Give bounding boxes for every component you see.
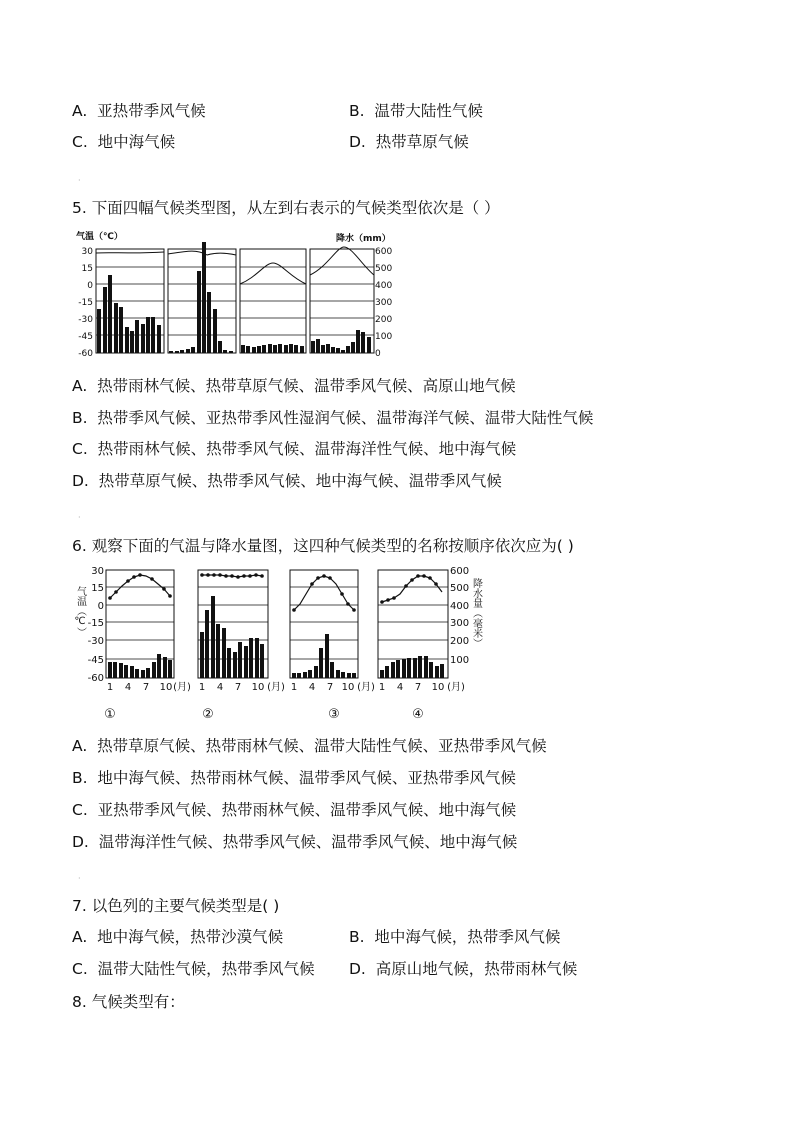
q5-option-b: B. 热带季风气候、亚热带季风性湿润气候、温带海洋气候、温带大陆性气候 — [72, 409, 594, 427]
q6-precip-tick: 100 — [450, 655, 470, 666]
q6-temp-tick: -45 — [87, 655, 104, 666]
q5-precip-tick: 100 — [375, 332, 393, 342]
q6-panel-label-1: ① — [104, 707, 116, 722]
q6-panel-4 — [378, 570, 448, 678]
q6-panel-label-4: ④ — [412, 707, 424, 722]
q6-month-tick: 1 — [198, 682, 206, 693]
q6-option-d: D. 温带海洋性气候、热带季风气候、温带季风气候、地中海气候 — [72, 833, 518, 851]
stray-dot: · — [78, 513, 81, 522]
q5-option-a: A. 热带雨林气候、热带草原气候、温带季风气候、高原山地气候 — [72, 377, 516, 395]
q5-temp-axis-label: 气温（℃） — [76, 232, 123, 242]
q5-precip-tick: 300 — [375, 298, 393, 308]
q6-temp-axis-label: 气温（℃） — [74, 586, 86, 637]
q6-option-b: B. 地中海气候、热带雨林气候、温带季风气候、亚热带季风气候 — [72, 769, 516, 787]
q7-option-a: A. 地中海气候，热带沙漠气候 — [72, 928, 284, 946]
q6-panel-label-3: ③ — [328, 707, 340, 722]
q6-option-c: C. 亚热带季风气候、热带雨林气候、温带季风气候、地中海气候 — [72, 801, 517, 819]
q7-option-b: B. 地中海气候，热带季风气候 — [349, 928, 561, 946]
q6-month-tick: 1 — [378, 682, 386, 693]
q6-panel-2 — [198, 570, 268, 678]
q4-option-c: C. 地中海气候 — [72, 133, 176, 151]
q5-precip-tick: 600 — [375, 247, 393, 257]
q6-month-tick: 4 — [124, 682, 132, 693]
q6-month-tick: 7 — [142, 682, 150, 693]
q6-month-unit: (月) — [447, 682, 465, 693]
q6-month-tick: 1 — [290, 682, 298, 693]
q6-panel-1 — [106, 570, 174, 678]
q7-stem: 7. 以色列的主要气候类型是( ) — [72, 897, 280, 915]
q5-precip-axis-label: 降水（mm） — [336, 234, 391, 244]
q5-panel-2 — [168, 242, 236, 353]
q6-panel-3 — [290, 570, 358, 678]
q6-precip-tick: 600 — [450, 566, 470, 577]
q6-temp-tick: -30 — [87, 636, 104, 647]
q4-option-a: A. 亚热带季风气候 — [72, 102, 206, 120]
q6-panel-label-2: ② — [202, 707, 214, 722]
q6-option-a: A. 热带草原气候、热带雨林气候、温带大陆性气候、亚热带季风气候 — [72, 737, 547, 755]
q6-temp-tick: 0 — [97, 601, 104, 612]
q6-month-tick: 10 — [159, 682, 173, 693]
q6-temp-tick: -60 — [87, 673, 104, 684]
q6-temp-tick: 30 — [91, 566, 104, 577]
q6-month-tick: 7 — [234, 682, 242, 693]
q6-month-tick: 1 — [106, 682, 114, 693]
q6-month-tick: 10 — [341, 682, 355, 693]
q6-precip-tick: 300 — [450, 618, 470, 629]
q6-temp-tick: -15 — [87, 618, 104, 629]
q5-stem: 5. 下面四幅气候类型图，从左到右表示的气候类型依次是（ ） — [72, 199, 500, 217]
q6-stem: 6. 观察下面的气温与降水量图，这四种气候类型的名称按顺序依次应为( ) — [72, 537, 574, 555]
q6-month-tick: 10 — [431, 682, 445, 693]
q6-temp-tick: 15 — [91, 583, 104, 594]
q6-month-unit: (月) — [267, 682, 285, 693]
q5-temp-tick: -60 — [78, 349, 93, 359]
q5-precip-tick: 500 — [375, 264, 393, 274]
q5-temp-tick: 15 — [81, 264, 93, 274]
q5-precip-tick: 200 — [375, 315, 393, 325]
q6-month-tick: 10 — [251, 682, 265, 693]
q5-precip-tick: 400 — [375, 281, 393, 291]
q6-month-tick: 4 — [308, 682, 316, 693]
q5-climate-figure — [72, 227, 402, 362]
q5-temp-tick: -45 — [78, 332, 93, 342]
q7-option-c: C. 温带大陆性气候，热带季风气候 — [72, 960, 315, 978]
q5-temp-tick: -15 — [78, 298, 93, 308]
q5-panel-3 — [240, 249, 306, 353]
q5-precip-tick: 0 — [375, 349, 381, 359]
q6-month-tick: 7 — [414, 682, 422, 693]
q6-precip-tick: 400 — [450, 601, 470, 612]
q6-month-unit: (月) — [357, 682, 375, 693]
q4-option-b: B. 温带大陆性气候 — [349, 102, 483, 120]
q6-precip-axis-label: 降水量（毫米） — [470, 578, 482, 648]
q8-stem: 8. 气候类型有： — [72, 993, 185, 1011]
q6-precip-tick: 200 — [450, 636, 470, 647]
q5-panel-4 — [310, 247, 374, 353]
q7-option-d: D. 高原山地气候，热带雨林气候 — [349, 960, 578, 978]
q5-option-d: D. 热带草原气候、热带季风气候、地中海气候、温带季风气候 — [72, 472, 502, 490]
q5-temp-tick: 0 — [87, 281, 93, 291]
q5-temp-tick: 30 — [81, 247, 93, 257]
stray-dot: · — [78, 874, 81, 883]
q4-option-d: D. 热带草原气候 — [349, 133, 469, 151]
q6-precip-tick: 500 — [450, 583, 470, 594]
q5-option-c: C. 热带雨林气候、热带季风气候、温带海洋性气候、地中海气候 — [72, 440, 517, 458]
q6-month-tick: 7 — [326, 682, 334, 693]
q6-month-tick: 4 — [216, 682, 224, 693]
q5-temp-tick: -30 — [78, 315, 93, 325]
q6-month-tick: 4 — [396, 682, 404, 693]
q6-month-unit: (月) — [173, 682, 191, 693]
q6-climate-figure — [72, 566, 492, 726]
stray-dot: · — [78, 176, 81, 185]
q5-panel-1 — [96, 249, 164, 353]
